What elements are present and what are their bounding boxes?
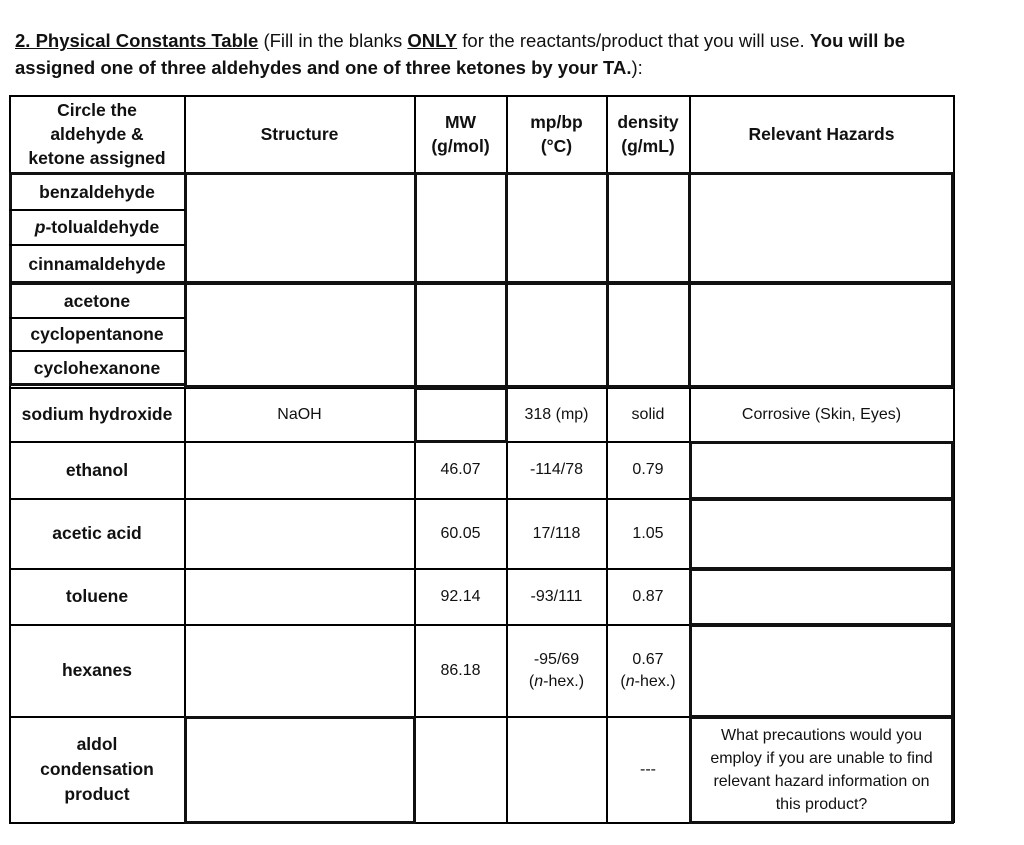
aldol-hazard-question: What precautions would you employ if you are unable to find relevant hazard information on this product?	[710, 726, 933, 813]
naoh-hazard: Corrosive (Skin, Eyes)	[741, 405, 902, 423]
only-emphasis: ONLY	[407, 30, 458, 51]
row-label-hexanes: hexanes	[61, 660, 133, 680]
hexanes-mw: 86.18	[440, 661, 481, 679]
naoh-density: solid	[631, 405, 665, 423]
row-label-toluene: toluene	[65, 586, 129, 606]
col-header-mw: MW (g/mol)	[431, 112, 490, 156]
aldehyde-option[interactable]: p -tolualdehyde	[34, 217, 160, 237]
hexanes-mpbp: -95/69 (n-hex.)	[528, 650, 585, 690]
ketone-option[interactable]: acetone	[63, 290, 131, 311]
col-header-structure: Structure	[260, 124, 339, 144]
row-label-aldol: aldol condensation product	[40, 734, 154, 804]
col-header-mpbp: mp/bp (°C)	[530, 112, 583, 156]
row-label-ethanol: ethanol	[65, 459, 129, 480]
col-header-hazards: Relevant Hazards	[748, 124, 895, 144]
acetic-density: 1.05	[632, 524, 664, 542]
row-label-naoh: sodium hydroxide	[21, 404, 173, 424]
naoh-mpbp: 318 (mp)	[524, 405, 589, 423]
acetic-mpbp: 17/118	[532, 524, 581, 542]
section-title: 2. Physical Constants Table	[15, 30, 259, 51]
hexanes-density: 0.67 (n-hex.)	[620, 650, 676, 690]
acetic-mw: 60.05	[440, 524, 481, 542]
col-header-density: density (g/mL)	[617, 112, 679, 156]
col-header-circle: Circle the aldehyde & ketone assigned	[28, 100, 166, 168]
naoh-structure: NaOH	[277, 405, 322, 423]
aldehyde-option[interactable]: benzaldehyde	[39, 181, 155, 202]
aldehyde-option[interactable]: cinnamaldehyde	[28, 253, 166, 274]
aldol-density: ---	[640, 760, 656, 778]
instructions-heading: 2. Physical Constants Table (Fill in the blanks ONLY for the reactants/product that you will use. You will be assigned one of three aldehydes and one of three ketones by your TA.):	[15, 30, 906, 78]
toluene-density: 0.87	[632, 587, 664, 605]
ethanol-mw: 46.07	[440, 461, 481, 478]
toluene-mpbp: -93/111	[530, 587, 583, 605]
ethanol-mpbp: -114/78	[529, 461, 584, 478]
toluene-mw: 92.14	[440, 587, 481, 605]
ketone-option[interactable]: cyclohexanone	[33, 357, 161, 378]
row-label-acetic-acid: acetic acid	[52, 523, 142, 543]
ketone-option[interactable]: cyclopentanone	[30, 324, 164, 344]
ethanol-density: 0.79	[632, 461, 664, 478]
